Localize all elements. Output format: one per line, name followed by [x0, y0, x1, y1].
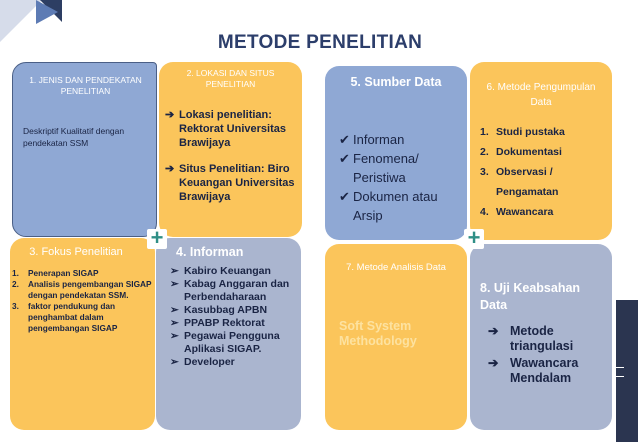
list-item: ✔ Fenomena/ Peristiwa — [339, 151, 419, 185]
list-item: ➔ Lokasi penelitian: Rektorat Universitas Brawijaya — [165, 109, 286, 149]
card-fokus-penelitian[interactable] — [10, 238, 155, 430]
card-heading: 4. Informan — [176, 245, 244, 259]
card-sumber-data[interactable] — [325, 66, 467, 240]
card-heading: 2. LOKASI DAN SITUS PENELITIAN — [186, 68, 275, 89]
card-heading: 3. Fokus Penelitian — [29, 246, 123, 258]
list-item: ➢ Kabag Anggaran dan Perbendaharaan — [170, 278, 290, 303]
card-body: Soft System Methodology — [339, 319, 417, 348]
list-item: ➢ Developer — [170, 356, 235, 368]
check-icon: ✔ — [339, 132, 350, 147]
check-icon: ✔ — [339, 151, 350, 166]
list-item: ➢ Kasubbag APBN — [170, 304, 268, 316]
list-item: 2. Analisis pengembangan SIGAP dengan pendekatan SSM. — [12, 279, 152, 300]
chevron-icon: ➢ — [170, 278, 179, 290]
list-item: ➢ PPABP Rektorat — [170, 317, 265, 329]
card-metode-pengumpulan[interactable] — [470, 62, 612, 240]
card-heading: 6. Metode Pengumpulan Data — [486, 82, 596, 108]
list-item: ✔ Informan — [339, 132, 405, 147]
list-item: 3. faktor pendukung dan penghambat dalam pengembangan SIGAP — [12, 301, 118, 333]
plus-icon: + — [147, 229, 167, 249]
list-item: ➢ Pegawai Pengguna Aplikasi SIGAP. — [170, 330, 280, 355]
page-title: METODE PENELITIAN — [217, 32, 423, 53]
card-lokasi-situs[interactable] — [159, 62, 302, 237]
card-informan[interactable] — [156, 238, 301, 430]
card-heading: 5. Sumber Data — [350, 75, 442, 89]
arrow-icon: ➔ — [488, 324, 499, 338]
arrow-icon: ➔ — [488, 356, 499, 370]
list-item: 1. Penerapan SIGAP — [12, 268, 99, 278]
check-icon: ✔ — [339, 189, 350, 204]
list-item: ➢ Kabiro Keuangan — [170, 265, 271, 277]
card-uji-keabsahan[interactable] — [470, 244, 612, 430]
plus-icon: + — [464, 229, 484, 249]
chevron-icon: ➢ — [170, 304, 179, 316]
card-jenis-pendekatan[interactable] — [12, 62, 157, 237]
chevron-icon: ➢ — [170, 265, 179, 277]
play-triangle-icon — [36, 0, 58, 24]
card-heading: 1. JENIS DAN PENDEKATAN PENELITIAN — [29, 75, 142, 96]
list-item: ✔ Dokumen atau Arsip — [339, 189, 438, 223]
arrow-icon: ➔ — [165, 109, 175, 121]
list-item: 2. Dokumentasi — [480, 146, 562, 158]
arrow-icon: ➔ — [165, 163, 175, 175]
card-heading: 7. Metode Analisis Data — [346, 262, 446, 273]
list-item: ➔ Situs Penelitian: Biro Keuangan Universitas Brawijaya — [165, 163, 295, 203]
chevron-icon: ➢ — [170, 330, 179, 342]
list-item: 1. Studi pustaka — [480, 126, 565, 138]
card-body: Deskriptif Kualitatif dengan pendekatan SSM — [23, 126, 125, 148]
card-heading: 8. Uji Keabsahan Data — [480, 281, 581, 312]
chevron-icon: ➢ — [170, 356, 179, 368]
chevron-icon: ➢ — [170, 317, 179, 329]
list-item: 3. Observasi / Pengamatan — [480, 166, 559, 198]
list-item: 4. Wawancara — [480, 206, 554, 218]
list-item: ➔ Wawancara Mendalam — [488, 356, 579, 385]
card-metode-analisis[interactable] — [325, 244, 467, 430]
list-item: ➔ Metode triangulasi — [488, 324, 574, 353]
